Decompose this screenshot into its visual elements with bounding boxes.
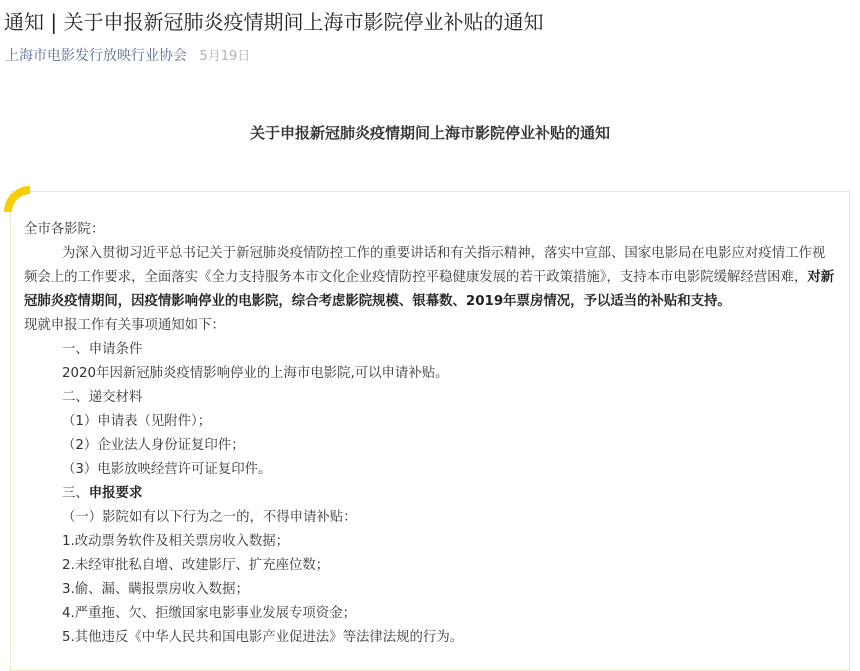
account-name-link[interactable]: 上海市电影发行放映行业协会 xyxy=(5,48,187,64)
violation-item: 2.未经审批私自增、改建影厅、扩充座位数； xyxy=(62,558,330,573)
section3-prefix: 三、 xyxy=(62,486,89,501)
section1-title: 一、申请条件 xyxy=(62,342,143,357)
intro-paragraph xyxy=(24,242,836,314)
intro-normal-text: 为深入贯彻习近平总书记关于新冠肺炎疫情防控工作的重要讲话和有关指示精神，落实中宣部、国家电影局在电影应对疫情工作视频会上的工作要求，全面落实《全力支持服务本市文化企业疫情防控平稳健康发展的若干政策措施》，支持本市电影院缓解经营困难， xyxy=(24,246,826,285)
section1-text: 2020年因新冠肺炎疫情影响停业的上海市电影院,可以申请补贴。 xyxy=(62,366,449,381)
notice-heading: 关于申报新冠肺炎疫情期间上海市影院停业补贴的通知 xyxy=(249,124,610,142)
intro-bold-text: 对新冠肺炎疫情期间，因疫情影响停业的电影院，综合考虑影院规模、银幕数、2019年票房情况，予以适当的补贴和支持。 xyxy=(24,270,835,309)
violation-item: 5.其他违反《中华人民共和国电影产业促进法》等法律法规的行为。 xyxy=(62,630,464,645)
section3-title-bold: 申报要求 xyxy=(88,486,143,501)
intro-end: 现就申报工作有关事项通知如下： xyxy=(24,318,225,333)
notice-body xyxy=(24,218,836,650)
material-item: （3）电影放映经营许可证复印件。 xyxy=(62,462,272,477)
material-item: （1）申请表（见附件）； xyxy=(62,414,212,429)
violation-item: 1.改动票务软件及相关票房收入数据； xyxy=(62,534,290,549)
sub1-title: （一）影院如有以下行为之一的，不得申请补贴： xyxy=(62,510,357,525)
section2-title: 二、递交材料 xyxy=(62,390,143,405)
material-item: （2）企业法人身份证复印件； xyxy=(62,438,245,453)
corner-decoration xyxy=(4,186,30,212)
violation-item: 4.严重拖、欠、拒缴国家电影事业发展专项资金； xyxy=(62,606,356,621)
violation-item: 3.偷、漏、瞒报票房收入数据； xyxy=(62,582,249,597)
article-title: 通知 | 关于申报新冠肺炎疫情期间上海市影院停业补贴的通知 xyxy=(4,10,544,34)
section3-title xyxy=(24,482,836,506)
article-meta xyxy=(5,46,250,67)
greeting: 全市各影院： xyxy=(24,222,105,237)
publish-date: 5月19日 xyxy=(199,49,251,64)
